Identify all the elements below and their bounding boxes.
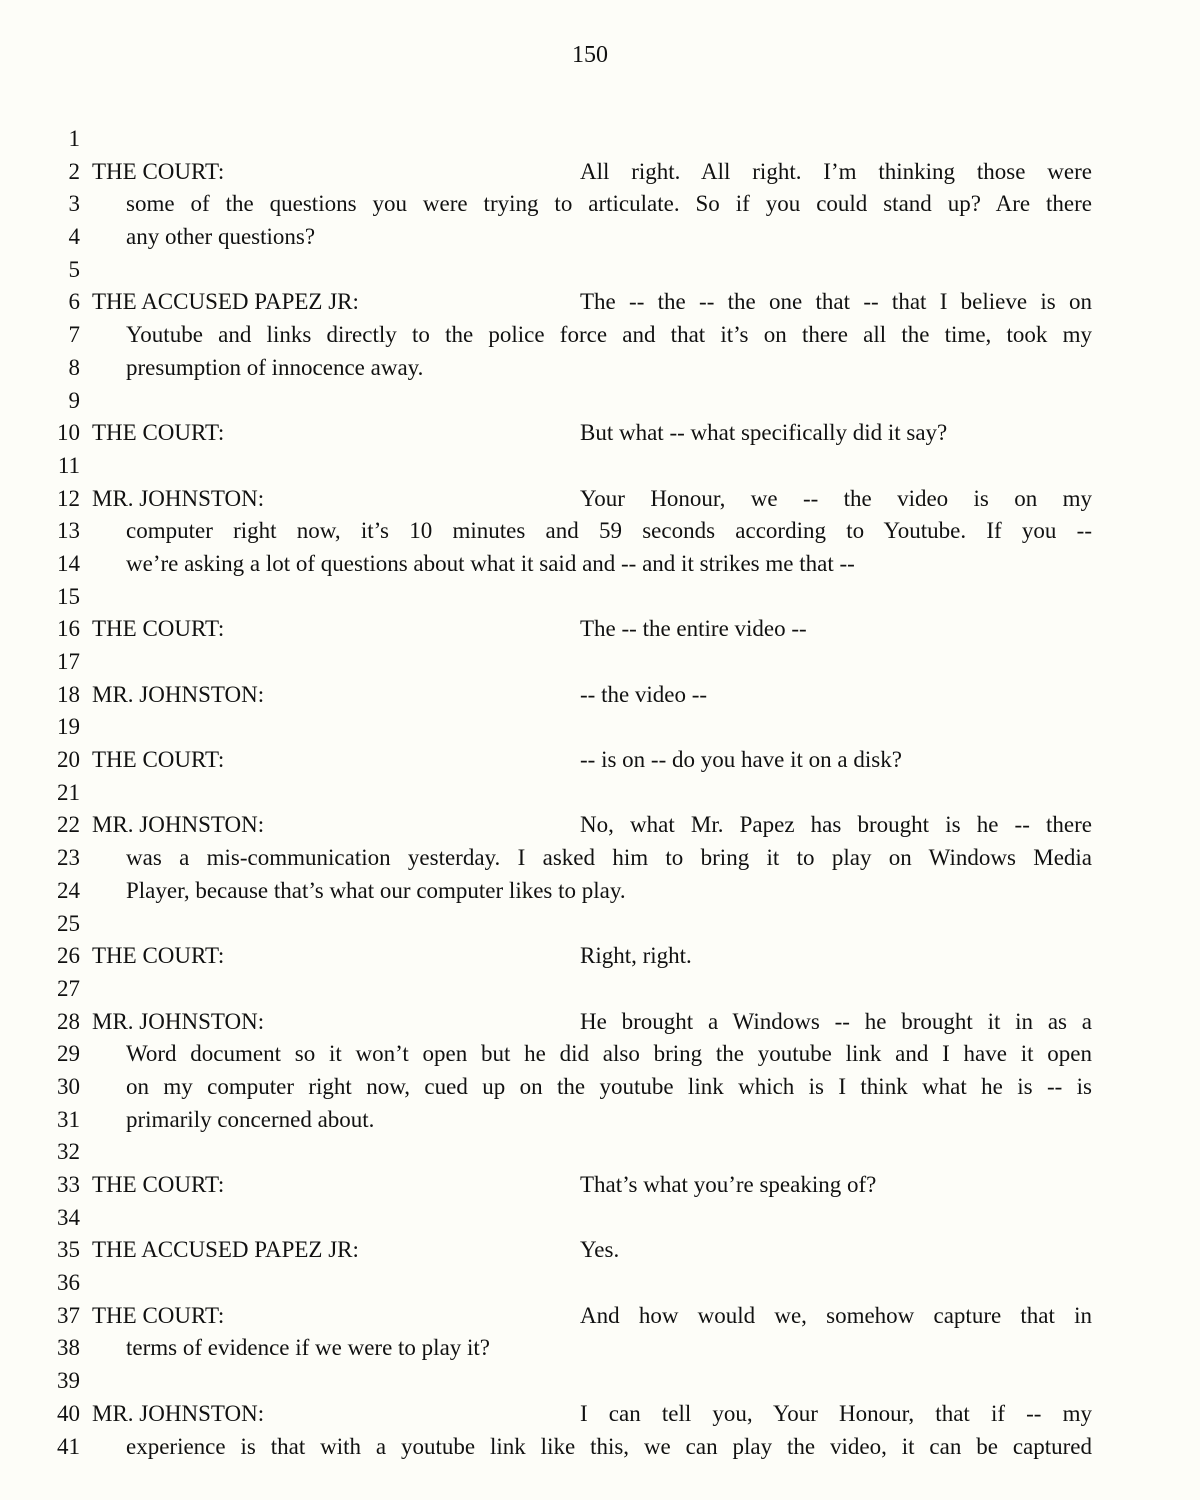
line-number: 4 <box>68 224 80 250</box>
speech-continuation: Youtube and links directly to the police force and that it’s on there all the time, took my <box>126 322 1092 348</box>
transcript-line <box>0 1300 1200 1333</box>
transcript-line <box>0 1365 1200 1398</box>
transcript-line <box>0 1234 1200 1267</box>
speech-continuation: some of the questions you were trying to articulate. So if you could stand up? Are there <box>126 191 1092 217</box>
transcript-line <box>0 1136 1200 1169</box>
speaker-label: THE COURT: <box>92 943 225 969</box>
speech-continuation: Word document so it won’t open but he did also bring the youtube link and I have it open <box>126 1041 1092 1067</box>
line-number: 36 <box>57 1270 80 1296</box>
transcript-line <box>0 156 1200 189</box>
speech-text: I can tell you, Your Honour, that if -- my <box>580 1400 1092 1426</box>
transcript-line <box>0 777 1200 810</box>
transcript-line <box>0 515 1200 548</box>
line-number: 17 <box>57 649 80 674</box>
speech-continuation: we’re asking a lot of questions about what it said and -- and it strikes me that -- <box>126 550 855 576</box>
line-number: 23 <box>57 845 80 871</box>
transcript-line <box>0 1332 1200 1365</box>
line-number: 29 <box>57 1041 80 1067</box>
transcript-line <box>0 842 1200 875</box>
line-number: 30 <box>57 1073 80 1099</box>
speaker-label: MR. JOHNSTON: <box>92 1008 265 1034</box>
line-number: 22 <box>57 812 80 838</box>
transcript-line <box>0 286 1200 319</box>
transcript-line <box>0 221 1200 254</box>
transcript-line <box>0 123 1200 156</box>
speech-continuation: computer right now, it’s 10 minutes and 59 seconds according to Youtube. If you -- <box>126 518 1092 544</box>
transcript-line <box>0 973 1200 1006</box>
speech-text: Right, right. <box>580 943 692 969</box>
transcript-line <box>0 1202 1200 1235</box>
speaker-label: THE COURT: <box>92 158 225 184</box>
line-number: 26 <box>57 943 80 969</box>
speech-continuation: presumption of innocence away. <box>126 354 424 380</box>
line-number: 32 <box>57 1139 80 1165</box>
transcript-line <box>0 319 1200 352</box>
speaker-label: THE ACCUSED PAPEZ JR: <box>92 289 359 315</box>
line-number: 10 <box>57 420 80 446</box>
transcript-line <box>0 1038 1200 1071</box>
line-number: 3 <box>68 191 80 217</box>
speech-text: The -- the entire video -- <box>580 616 807 642</box>
line-number: 41 <box>57 1433 80 1459</box>
speaker-label: MR. JOHNSTON: <box>92 485 265 511</box>
speech-continuation: was a mis-communication yesterday. I asked him to bring it to play on Windows Media <box>126 845 1092 871</box>
speaker-label: THE COURT: <box>92 1172 225 1197</box>
line-number: 37 <box>57 1302 80 1328</box>
line-number: 18 <box>57 681 80 707</box>
transcript-line <box>0 1398 1200 1431</box>
line-number: 39 <box>57 1368 80 1394</box>
line-number: 31 <box>57 1106 80 1132</box>
line-number: 8 <box>68 354 80 380</box>
line-number: 19 <box>57 714 80 740</box>
line-number: 15 <box>57 583 80 609</box>
speech-continuation: primarily concerned about. <box>126 1106 375 1132</box>
transcript-line <box>0 450 1200 483</box>
transcript-body <box>0 123 1200 1463</box>
page-number: 150 <box>572 42 608 68</box>
transcript-line <box>0 254 1200 287</box>
transcript-line <box>0 548 1200 581</box>
transcript-line <box>0 581 1200 614</box>
speech-text: He brought a Windows -- he brought it in as a <box>580 1008 1092 1034</box>
speech-text: But what -- what specifically did it say? <box>580 420 948 446</box>
speech-text: That’s what you’re speaking of? <box>580 1172 877 1197</box>
transcript-line <box>0 613 1200 646</box>
transcript-line <box>0 809 1200 842</box>
speech-text: Yes. <box>580 1237 620 1263</box>
transcript-line <box>0 908 1200 941</box>
line-number: 24 <box>57 877 80 903</box>
line-number: 21 <box>57 779 80 805</box>
line-number: 2 <box>68 158 80 184</box>
speaker-label: MR. JOHNSTON: <box>92 1400 265 1426</box>
transcript-line <box>0 940 1200 973</box>
speech-text: All right. All right. I’m thinking those were <box>580 158 1092 184</box>
transcript-line <box>0 417 1200 450</box>
speech-continuation: experience is that with a youtube link like this, we can play the video, it can be captured <box>126 1433 1092 1459</box>
line-number: 34 <box>57 1204 80 1230</box>
transcript-line <box>0 1431 1200 1464</box>
transcript-line <box>0 875 1200 908</box>
speech-text: No, what Mr. Papez has brought is he -- there <box>580 812 1092 838</box>
transcript-line <box>0 1169 1200 1202</box>
line-number: 9 <box>68 387 80 413</box>
speaker-label: THE COURT: <box>92 747 225 773</box>
line-number: 16 <box>57 616 80 642</box>
line-number: 13 <box>57 518 80 544</box>
transcript-line <box>0 352 1200 385</box>
speech-continuation: any other questions? <box>126 224 316 250</box>
line-number: 35 <box>57 1237 80 1263</box>
line-number: 33 <box>57 1172 80 1197</box>
speech-continuation: Player, because that’s what our computer likes to play. <box>126 877 626 903</box>
speech-text: The -- the -- the one that -- that I believe is on <box>580 289 1092 315</box>
transcript-line <box>0 1006 1200 1039</box>
line-number: 14 <box>57 550 80 576</box>
line-number: 20 <box>57 747 80 773</box>
speaker-label: THE COURT: <box>92 616 225 642</box>
speech-continuation: terms of evidence if we were to play it? <box>126 1335 491 1361</box>
line-number: 38 <box>57 1335 80 1361</box>
line-number: 5 <box>68 256 80 282</box>
speech-text: -- the video -- <box>580 681 708 707</box>
speaker-label: MR. JOHNSTON: <box>92 681 265 707</box>
transcript-line <box>0 1104 1200 1137</box>
transcript-line <box>0 711 1200 744</box>
speech-text: -- is on -- do you have it on a disk? <box>580 747 902 773</box>
line-number: 11 <box>57 452 80 478</box>
speaker-label: THE ACCUSED PAPEZ JR: <box>92 1237 359 1263</box>
line-number: 25 <box>57 910 80 936</box>
transcript-line <box>0 1071 1200 1104</box>
line-number: 27 <box>57 975 80 1001</box>
transcript-line <box>0 646 1200 679</box>
line-number: 1 <box>68 126 80 151</box>
speaker-label: THE COURT: <box>92 420 225 446</box>
transcript-line <box>0 679 1200 712</box>
speech-text: Your Honour, we -- the video is on my <box>580 485 1092 511</box>
transcript-line <box>0 483 1200 516</box>
speech-continuation: on my computer right now, cued up on the youtube link which is I think what he is -- is <box>126 1073 1092 1099</box>
speaker-label: THE COURT: <box>92 1302 225 1328</box>
line-number: 7 <box>68 322 80 348</box>
line-number: 28 <box>57 1008 80 1034</box>
speech-text: And how would we, somehow capture that in <box>580 1302 1092 1328</box>
transcript-line <box>0 744 1200 777</box>
transcript-line <box>0 188 1200 221</box>
line-number: 12 <box>57 485 80 511</box>
transcript-line <box>0 1267 1200 1300</box>
line-number: 40 <box>57 1400 80 1426</box>
transcript-line <box>0 385 1200 418</box>
line-number: 6 <box>68 289 80 315</box>
speaker-label: MR. JOHNSTON: <box>92 812 265 838</box>
